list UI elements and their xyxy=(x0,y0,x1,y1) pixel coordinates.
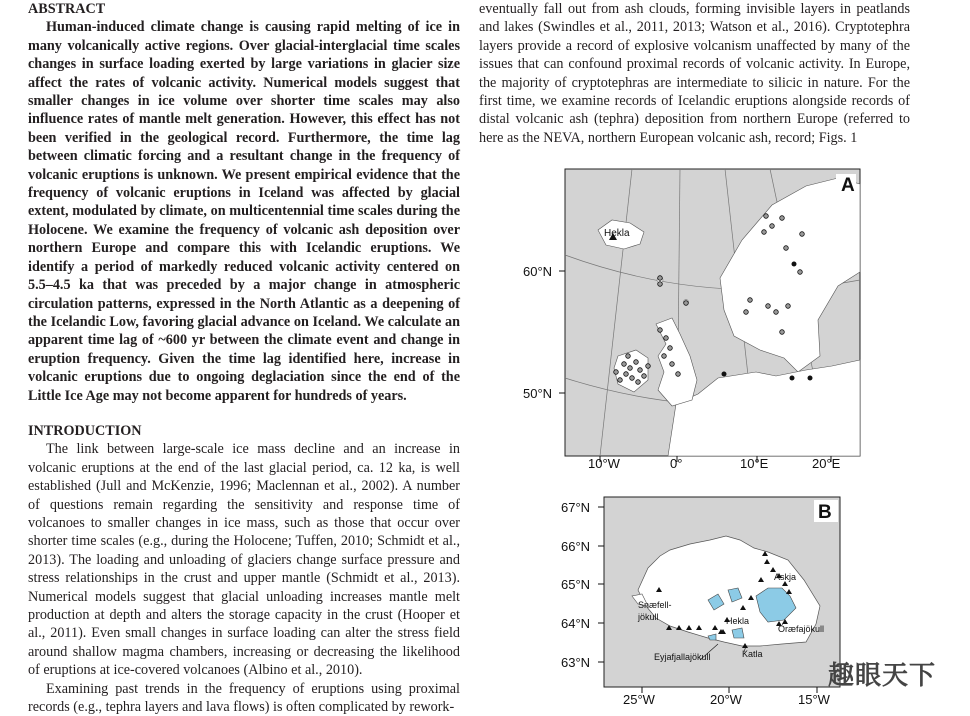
right-column-text: eventually fall out from ash clouds, forming invisible layers in peatlands and lakes (Swindles et al., 2011, 2013; Watson et al., 2016). Cryptotephra layers provide a record of explosive volcanism unaffected by many of the issues that can confound proximal records of volcanic activity. In Europe, the majority of cryptotephras are intermediate to silicic in nature. For the first time, we examine records of Icelandic eruptions alongside records of distal volcanic ash (tephra) deposition from northern Europe (referred to here as the NEVA, northern European volcanic ash, record; Figs. 1 xyxy=(479,1,910,146)
panel-b-lat-label: 66°N xyxy=(561,539,591,554)
abstract-text: Human-induced climate change is causing rapid melting of ice in many volcanically active regions. Over glacial-interglacial time scales changes in surface loading exerted by large variations in glacier size affect the rates of volcanic activity. Numerical models suggest that smaller changes in ice volume over shorter time scales may also influence rates of mantle melt generation. However, this effect has not been verified in the geological record. Furthermore, the time lag between climatic forcing and a resultant change in the frequency of volcanic eruptions is unknown. We present empirical evidence that the frequency of volcanic eruptions in Iceland was affected by glacial extent, modulated by climate, on multicentennial time scales during the Holocene. We examine the frequency of volcanic ash deposition over northern Europe and compare this with Icelandic eruptions. We identify a period of markedly reduced volcanic activity centered on 5.5–4.5 ka that was preceded by a major change in atmospheric circulation patterns, expressed in the North Atlantic as a deepening of the Icelandic Low, favoring glacial advance on Iceland. We calculate an apparent time lag of ~600 yr between the climate event and change in eruption frequency. Given the time lag identified here, increase in volcanic eruptions due to ongoing deglaciation since the end of the Little Ice Age may not become apparent for hundreds of years. xyxy=(28,19,460,404)
intro-paragraph-1: The link between large-scale ice mass decline and an increase in volcanic eruptions at the end of the last glacial period, ca. 12 ka, is well established (Jull and McKenzie, 1996; Maclennan et al., 2002). A number of questions remain regarding the sensitivity and response time of volcanoes to smaller changes in ice mass, such as those that occur over shorter time scales (e.g., during the Holocene; Tuffen, 2010; Schmidt et al., 2013). The loading and unloading of glaciers change surface pressure and stress relationships in the crust and upper mantle (Schmidt et al., 2013). Numerical models suggest that glacial unloading increases mantle melt production at depth and alters the storage capacity in the crust (Hooper et al., 2011). Even small changes in surface loading can alter the stress field around shallow magma chambers, increasing or decreasing the likelihood of eruptions at ice-covered volcanoes (Albino et al., 2010). xyxy=(28,441,460,679)
panel-a-lon-label: 20°E xyxy=(812,456,841,471)
panel-a-lat-label: 50°N xyxy=(523,386,553,401)
panel-b-snaefell-label-2: jökull xyxy=(638,612,659,622)
panel-b-oraefa-label: Öræfajökull xyxy=(778,624,825,634)
panel-b-lat-label: 63°N xyxy=(561,655,591,670)
panel-b-lon-label: 20°W xyxy=(710,692,742,707)
panel-a-lon-label: 10°W xyxy=(588,456,620,471)
panel-b-hekla-label: Hekla xyxy=(726,616,750,626)
panel-b-snaefell-label-1: Snæfell- xyxy=(638,600,672,610)
panel-b-eyja-label: Eyjafjallajökull xyxy=(654,652,711,662)
panel-a-lon-label: 0° xyxy=(670,456,683,471)
panel-a-lon-label: 10°E xyxy=(740,456,769,471)
panel-b-lon-label: 15°W xyxy=(798,692,830,707)
watermark: 趣眼天下 xyxy=(828,661,937,691)
panel-a-hekla-label: Hekla xyxy=(604,228,630,239)
introduction-heading: INTRODUCTION xyxy=(28,422,142,439)
panel-b-label: B xyxy=(818,502,832,523)
panel-a-map xyxy=(523,169,860,471)
panel-a-lat-label: 60°N xyxy=(523,264,553,279)
panel-b-lat-label: 67°N xyxy=(561,500,591,515)
abstract-heading: ABSTRACT xyxy=(28,1,106,17)
figure-1-maps xyxy=(520,160,860,707)
panel-b-askja-label: Askja xyxy=(774,572,797,582)
left-column xyxy=(28,0,460,716)
intro-paragraph-2: Examining past trends in the frequency of eruptions using proximal records (e.g., tephra layers and lava flows) is often complicated by rework- xyxy=(28,680,460,716)
panel-b-map xyxy=(561,497,840,707)
panel-b-lat-label: 65°N xyxy=(561,577,591,592)
panel-b-lat-label: 64°N xyxy=(561,616,591,631)
panel-a-label: A xyxy=(841,175,855,196)
right-column xyxy=(479,0,910,147)
panel-b-lon-label: 25°W xyxy=(623,692,655,707)
panel-b-katla-label: Katla xyxy=(742,649,763,659)
